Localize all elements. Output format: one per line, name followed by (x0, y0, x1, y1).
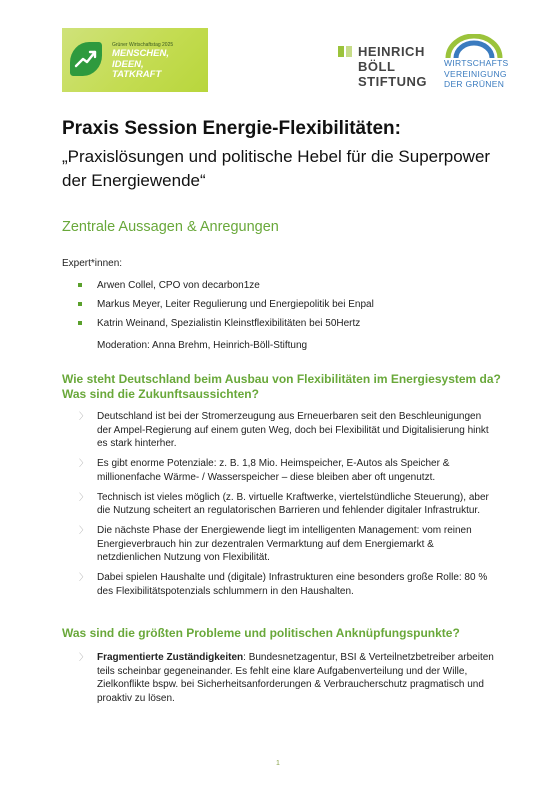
answers-list (78, 410, 498, 605)
rainbow-arc-icon (444, 34, 504, 58)
wvg-logo-text: WIRTSCHAFTS VEREINIGUNG DER GRÜNEN (444, 58, 509, 89)
chevron-right-icon: 〉 (79, 652, 89, 662)
list-item: Arwen Collel, CPO von decarbon1ze (78, 276, 374, 295)
list-item: Katrin Weinand, Spezialistin Kleinstflexibilitäten bei 50Hertz (78, 314, 374, 333)
leaf-growth-icon (70, 42, 102, 76)
chevron-right-icon: 〉 (79, 491, 89, 502)
square-bullet-icon (78, 302, 82, 306)
answers-list (78, 651, 498, 712)
moderation-line: Moderation: Anna Brehm, Heinrich-Böll-Stiftung (97, 340, 308, 351)
square-bullet-icon (78, 321, 82, 325)
section-heading: Zentrale Aussagen & Anregungen (62, 219, 279, 235)
list-item: 〉 Fragmentierte Zuständigkeiten: Bundesnetzagentur, BSI & Verteilnetzbetreiber arbeiten teils scheinbar gegeneinander. Es fehlt eine klare Aufgabenverteilung und der Wille, Zielkonflikte bspw. bei Sicherheitsanforderungen & Verbraucherschutz pragmatisch und proaktiv zu lösen. (79, 652, 494, 704)
list-item: Markus Meyer, Leiter Regulierung und Energiepolitik bei Enpal (78, 295, 374, 314)
question-heading: Wie steht Deutschland beim Ausbau von Flexibilitäten im Energiesystem da? Was sind die Zukunftsaussichten? (62, 372, 501, 401)
page-number: 1 (276, 760, 280, 767)
hbs-logo-text: HEINRICH BÖLL STIFTUNG (358, 44, 427, 89)
list-item: 〉 Dabei spielen Haushalte und (digitale) Infrastrukturen eine besonders große Rolle: 80 % des Flexibilitätspotenzials schlummern in den Haushalten. (79, 572, 488, 597)
page-subtitle: „Praxislösungen und politische Hebel für die Superpower der Energiewende“ (62, 147, 491, 190)
event-logo (62, 28, 208, 92)
event-logo-caption: Grüner Wirtschaftstag 2025 (112, 42, 174, 48)
experts-list (78, 276, 374, 333)
chevron-right-icon: 〉 (79, 458, 89, 468)
list-item: 〉 Es gibt enorme Potenziale: z. B. 1,8 Mio. Heimspeicher, E-Autos als Speicher & millionenfache Wärme- / Wasserspeicher – diese bleiben aber oft ungenutzt. (79, 458, 450, 483)
list-item: 〉 Technisch ist vieles möglich (z. B. virtuelle Kraftwerke, viertelstündliche Steuerung), aber die Nutzung scheitert an regulatorischen Barrieren und fehlender digitaler Infrastruktur. (79, 491, 489, 516)
question-heading: Was sind die größten Probleme und politischen Anknüpfungspunkte? (62, 626, 460, 640)
chevron-right-icon: 〉 (79, 411, 89, 421)
page-title: Praxis Session Energie-Flexibilitäten: (62, 118, 401, 139)
chevron-right-icon: 〉 (79, 572, 89, 582)
experts-label: Expert*innen: (62, 258, 123, 269)
event-logo-slogan: MENSCHEN, IDEEN, TATKRAFT (112, 48, 170, 80)
hbs-mark-icon (338, 46, 353, 57)
heinrich-boell-stiftung-logo (338, 44, 432, 90)
chevron-right-icon: 〉 (79, 525, 89, 535)
list-item: 〉 Deutschland ist bei der Stromerzeugung aus Erneuerbaren seit den Beschleunigungen der Ampel-Regierung auf einem guten Weg, doch bei Flexibilität und Digitalisierung hinkt es stark hinterher. (79, 411, 489, 449)
wirtschaftsvereinigung-logo (442, 34, 534, 92)
square-bullet-icon (78, 283, 82, 287)
list-item: 〉 Die nächste Phase der Energiewende liegt im intelligenten Management: vom reinen Energieverbrauch hin zur dezentralen Vermarktung auf dem Energiemarkt & netzdienlichen Nutzung von Flexibilität. (79, 525, 472, 563)
